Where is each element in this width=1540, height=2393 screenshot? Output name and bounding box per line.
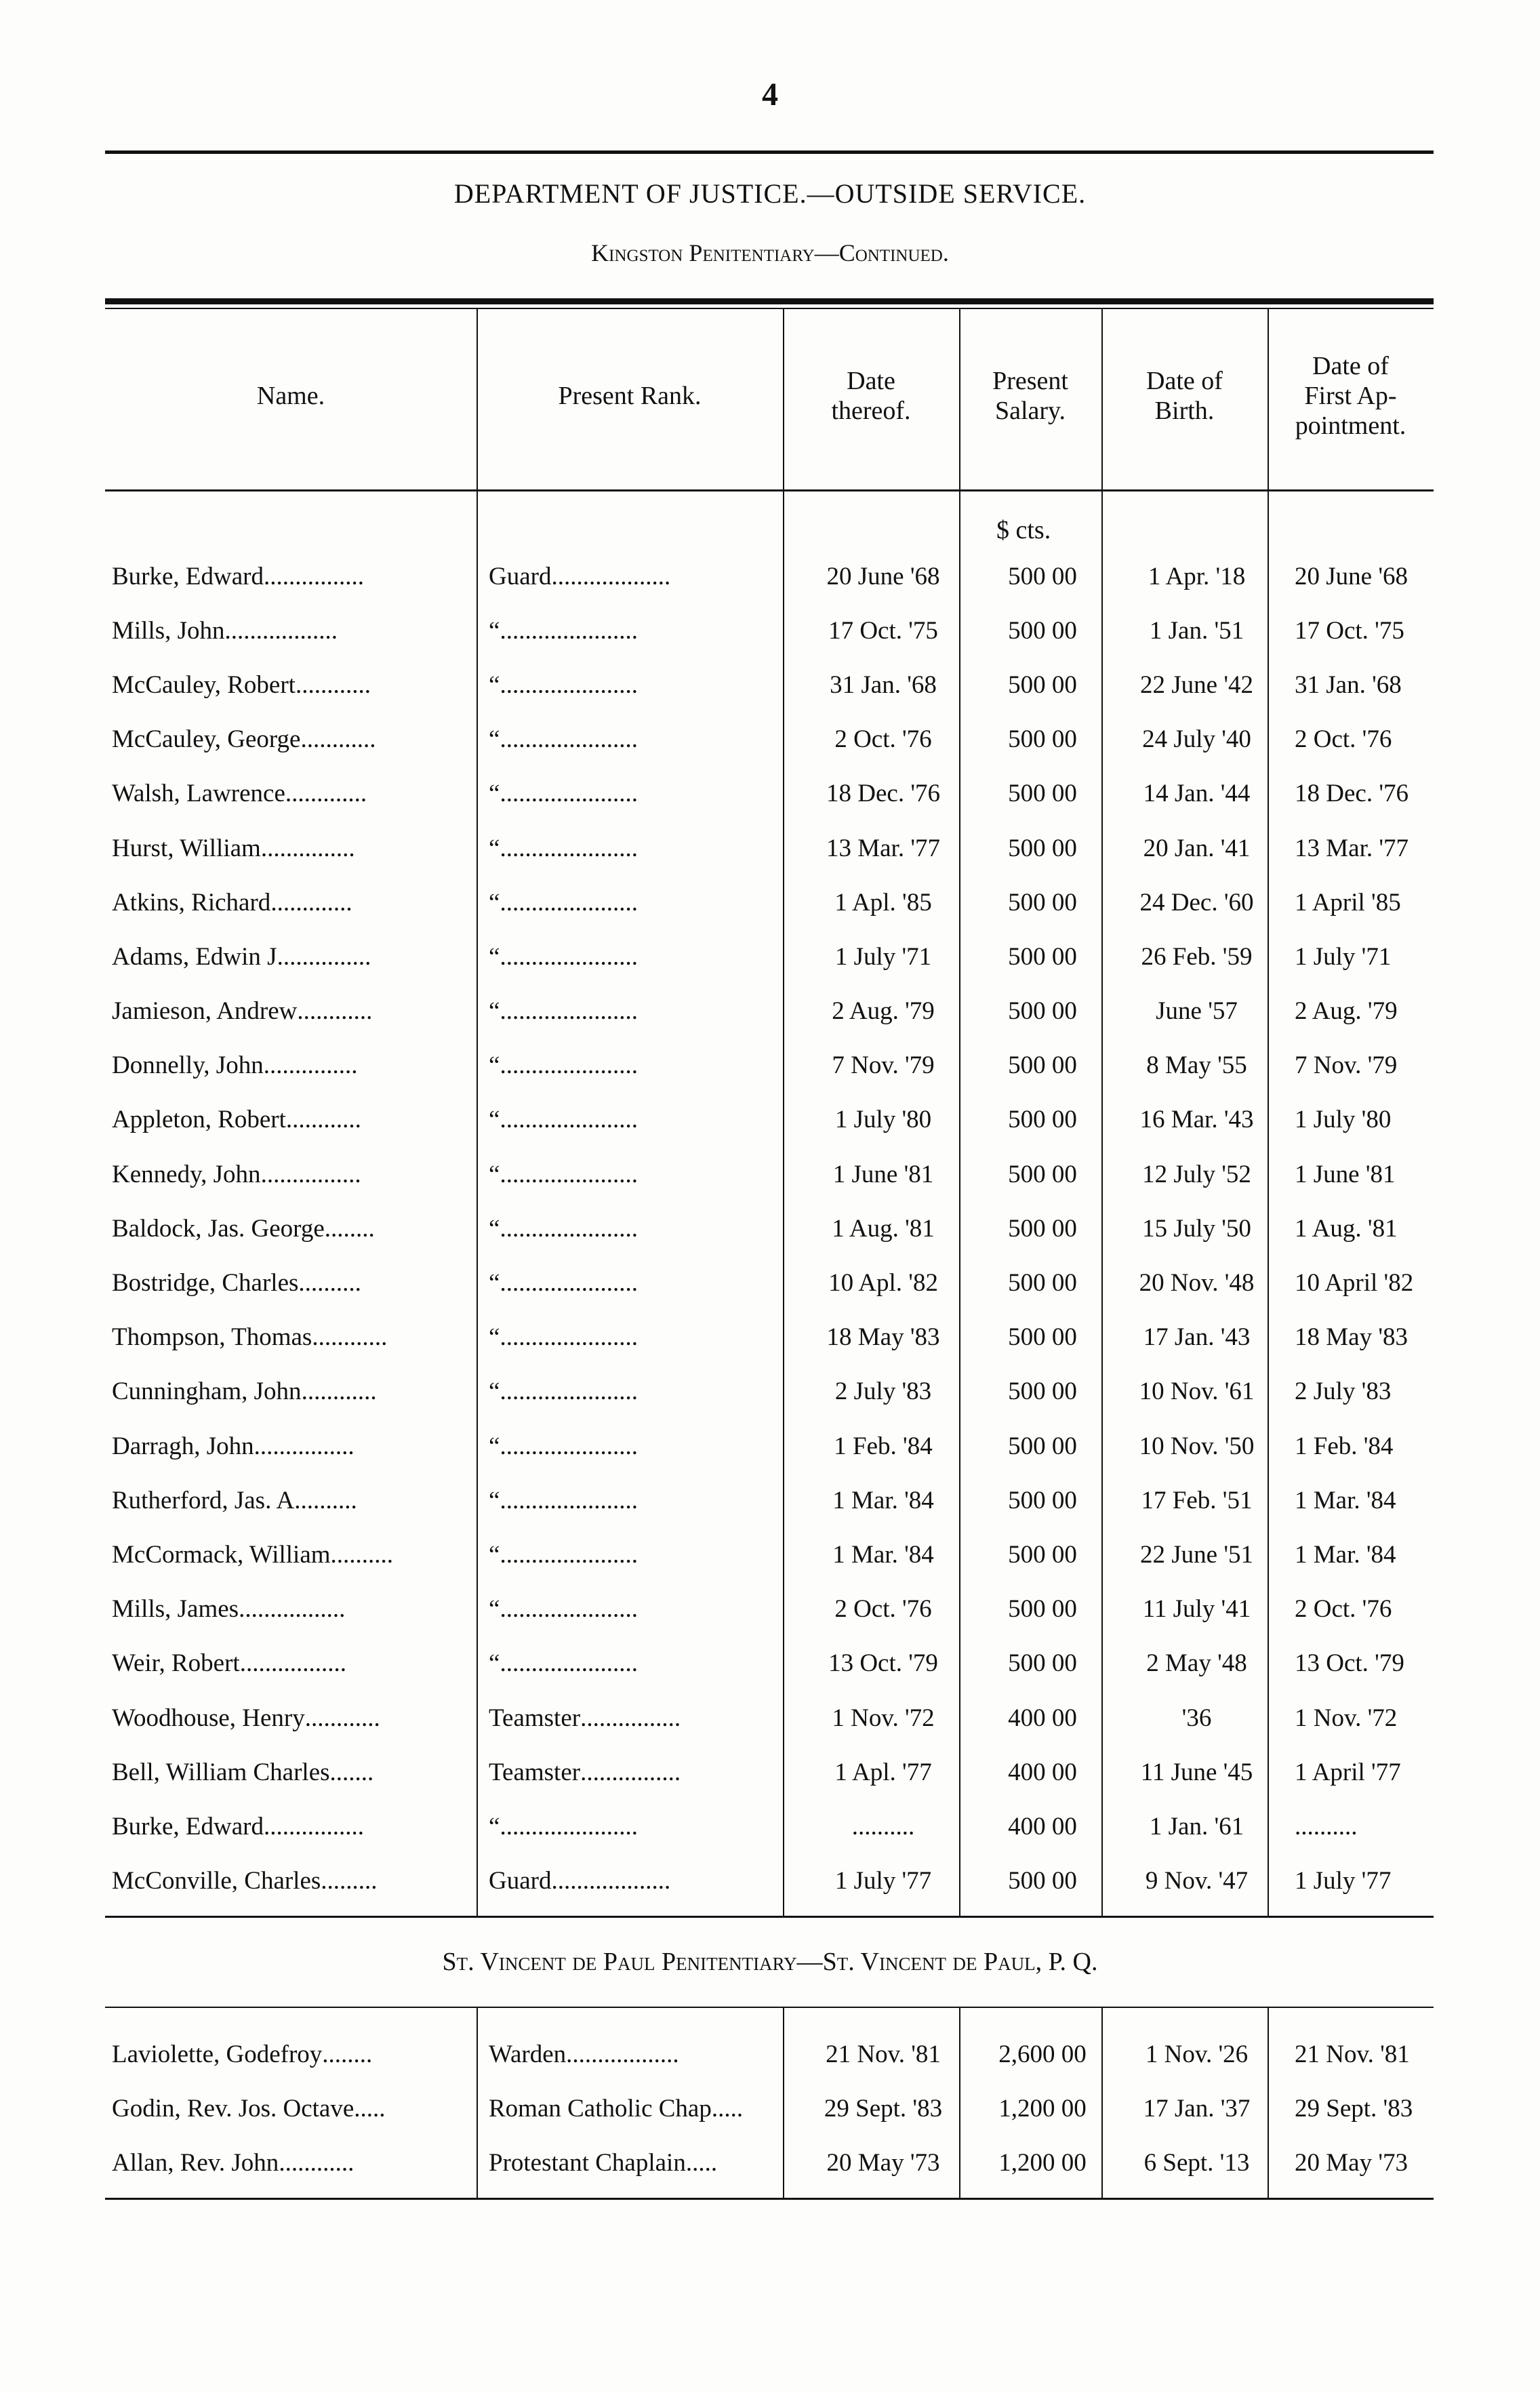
dot-leader: ............: [297, 997, 373, 1026]
cell-first-appointment: 20 May '73: [1295, 2148, 1408, 2177]
table-row: [105, 603, 1461, 658]
cell-date: 2 July '83: [834, 1378, 932, 1406]
cell-name: Bostridge, Charles..........: [112, 1269, 361, 1298]
dot-leader: ...................: [551, 1867, 671, 1895]
cell-name: Burke, Edward................: [112, 1812, 364, 1841]
dot-leader: .....: [354, 2094, 386, 2123]
dot-leader: ......................: [500, 725, 638, 754]
cell-rank: “......................: [489, 670, 638, 699]
cell-name: Atkins, Richard.............: [112, 888, 352, 917]
header-name: Name.: [256, 382, 325, 411]
cell-first-appointment: 1 July '77: [1295, 1867, 1392, 1895]
cell-date: 1 Nov. '72: [832, 1704, 935, 1732]
cell-salary: 500 00: [1008, 1323, 1077, 1352]
cell-date: 17 Oct. '75: [828, 616, 938, 645]
cell-name: McCauley, Robert............: [112, 670, 371, 699]
dot-leader: ......................: [500, 888, 638, 917]
table-row: [105, 1039, 1461, 1093]
dot-leader: .............: [285, 780, 367, 808]
cell-rank: “......................: [489, 1486, 638, 1514]
table-row: [105, 658, 1461, 712]
cell-rank: “......................: [489, 1323, 638, 1352]
dot-leader: ...............: [260, 834, 355, 862]
cell-salary: 2,600 00: [998, 2040, 1087, 2068]
cell-salary: 500 00: [1008, 562, 1077, 590]
cell-date: 1 Aug. '81: [832, 1214, 935, 1243]
dot-leader: ..........: [294, 1486, 357, 1514]
cell-date: 18 Dec. '76: [826, 780, 940, 808]
dot-leader: ............: [304, 1704, 380, 1732]
cell-first-appointment: 1 Feb. '84: [1295, 1432, 1394, 1460]
cell-name: Hurst, William...............: [112, 834, 355, 862]
cell-name: Laviolette, Godefroy........: [112, 2040, 373, 2068]
kingston-table: [105, 549, 1434, 1908]
cell-salary: 500 00: [1008, 834, 1077, 862]
cell-rank: “......................: [489, 834, 638, 862]
cell-salary: 500 00: [1008, 1269, 1077, 1298]
dot-leader: .............: [270, 888, 352, 917]
cell-birth: 15 July '50: [1142, 1214, 1251, 1243]
dot-leader: ......................: [500, 1323, 638, 1352]
cell-name: Bell, William Charles.......: [112, 1758, 374, 1786]
cell-rank: “......................: [489, 780, 638, 808]
cell-birth: 20 Nov. '48: [1139, 1269, 1255, 1298]
cell-birth: 22 June '42: [1140, 670, 1253, 699]
department-heading: DEPARTMENT OF JUSTICE.—OUTSIDE SERVICE.: [453, 178, 1087, 209]
cell-birth: 11 June '45: [1140, 1758, 1253, 1786]
cell-rank: Guard...................: [489, 1867, 671, 1895]
cell-first-appointment: 13 Oct. '79: [1295, 1649, 1404, 1678]
cell-first-appointment: 1 Nov. '72: [1295, 1704, 1398, 1732]
cell-birth: 10 Nov. '61: [1139, 1378, 1255, 1406]
cell-salary: 500 00: [1008, 1378, 1077, 1406]
cell-salary: 500 00: [1008, 997, 1077, 1026]
table-row: [105, 1201, 1461, 1255]
dot-leader: ..................: [224, 616, 338, 645]
cell-birth: 1 Jan. '61: [1149, 1812, 1244, 1841]
dot-leader: ..................: [566, 2040, 679, 2068]
cell-date: 1 Mar. '84: [832, 1540, 934, 1569]
dot-leader: ..........: [330, 1540, 394, 1569]
cell-salary: 500 00: [1008, 1649, 1077, 1678]
cell-date: 20 May '73: [826, 2148, 940, 2177]
dot-leader: ......................: [500, 1378, 638, 1406]
cell-name: Woodhouse, Henry............: [112, 1704, 380, 1732]
dot-leader: ......................: [500, 1595, 638, 1624]
table-row: [105, 1473, 1461, 1527]
cell-date: 31 Jan. '68: [830, 670, 937, 699]
dot-leader: ......................: [500, 1214, 638, 1243]
cell-date: 1 July '77: [834, 1867, 932, 1895]
cell-name: McCauley, George............: [112, 725, 376, 754]
dot-leader: ............: [312, 1323, 388, 1352]
cell-first-appointment: 1 June '81: [1295, 1160, 1396, 1188]
cell-rank: “......................: [489, 725, 638, 754]
cell-name: McCormack, William..........: [112, 1540, 394, 1569]
cell-rank: “......................: [489, 1812, 638, 1841]
dot-leader: .........: [321, 1867, 378, 1895]
header-birth: Date of Birth.: [1146, 367, 1223, 425]
header-first-appointment: Date of First Ap- pointment.: [1295, 352, 1406, 440]
cell-name: Jamieson, Andrew............: [112, 997, 373, 1026]
cell-birth: 26 Feb. '59: [1141, 942, 1253, 971]
cell-birth: 10 Nov. '50: [1139, 1432, 1255, 1460]
table-row: [105, 1582, 1461, 1636]
cell-rank: “......................: [489, 888, 638, 917]
cell-birth: 1 Jan. '51: [1149, 616, 1244, 645]
cell-rank: “......................: [489, 1540, 638, 1569]
cell-salary: 500 00: [1008, 1432, 1077, 1460]
cell-date: 2 Oct. '76: [834, 725, 932, 754]
cell-salary: 500 00: [1008, 1106, 1077, 1134]
table-row: [105, 712, 1461, 767]
dot-leader: ............: [295, 670, 371, 699]
cell-salary: 500 00: [1008, 1540, 1077, 1569]
cell-salary: 500 00: [1008, 670, 1077, 699]
cell-name: Weir, Robert.................: [112, 1649, 346, 1678]
cell-salary: 400 00: [1008, 1758, 1077, 1786]
cell-rank: Roman Catholic Chap.....: [489, 2094, 744, 2123]
cell-rank: “......................: [489, 1051, 638, 1080]
dot-leader: .......: [329, 1758, 374, 1786]
cell-first-appointment: 7 Nov. '79: [1295, 1051, 1398, 1080]
dot-leader: ................: [580, 1758, 681, 1786]
cell-birth: 11 July '41: [1142, 1595, 1251, 1624]
cell-date: 2 Aug. '79: [832, 997, 935, 1026]
dot-leader: ......................: [500, 1160, 638, 1188]
cell-date: 2 Oct. '76: [834, 1595, 932, 1624]
cell-first-appointment: 17 Oct. '75: [1295, 616, 1404, 645]
table-row: [105, 767, 1461, 821]
cell-date: 21 Nov. '81: [826, 2040, 941, 2068]
cell-salary: 500 00: [1008, 725, 1077, 754]
cell-name: Allan, Rev. John............: [112, 2148, 354, 2177]
svp-table: [105, 2027, 1434, 2190]
cell-first-appointment: 1 April '77: [1295, 1758, 1401, 1786]
dot-leader: ...............: [277, 942, 371, 971]
cell-salary: 500 00: [1008, 942, 1077, 971]
dot-leader: ......................: [500, 1269, 638, 1298]
cell-date: 1 July '71: [834, 942, 932, 971]
cell-date: 1 July '80: [834, 1106, 932, 1134]
cell-first-appointment: 1 Aug. '81: [1295, 1214, 1398, 1243]
dot-leader: ................: [264, 562, 364, 590]
dot-leader: .................: [239, 1649, 346, 1678]
dot-leader: ......................: [500, 1812, 638, 1841]
cell-salary: 500 00: [1008, 1160, 1077, 1188]
cell-name: Mills, James.................: [112, 1595, 346, 1624]
dot-leader: ................: [580, 1704, 681, 1732]
dot-leader: ................: [254, 1432, 354, 1460]
header-date: Date thereof.: [831, 367, 911, 425]
cell-first-appointment: 21 Nov. '81: [1295, 2040, 1410, 2068]
cell-birth: 6 Sept. '13: [1143, 2148, 1250, 2177]
dot-leader: .................: [239, 1595, 346, 1624]
heading-thin-rule: [105, 308, 1434, 309]
cell-rank: “......................: [489, 616, 638, 645]
cell-first-appointment: 29 Sept. '83: [1295, 2094, 1413, 2123]
cell-name: Thompson, Thomas............: [112, 1323, 388, 1352]
dot-leader: ......................: [500, 942, 638, 971]
cell-first-appointment: 2 July '83: [1295, 1378, 1392, 1406]
cell-first-appointment: 18 Dec. '76: [1295, 780, 1409, 808]
cell-birth: 17 Jan. '37: [1143, 2094, 1251, 2123]
table-row: [105, 1636, 1461, 1691]
dot-leader: ..........: [298, 1269, 361, 1298]
cell-date: ..........: [851, 1812, 915, 1841]
cell-rank: “......................: [489, 1214, 638, 1243]
cell-rank: “......................: [489, 1378, 638, 1406]
dot-leader: ......................: [500, 1540, 638, 1569]
header-underline: [105, 489, 1434, 491]
cell-birth: 16 Mar. '43: [1139, 1106, 1254, 1134]
cell-name: Baldock, Jas. George........: [112, 1214, 375, 1243]
cell-salary: 500 00: [1008, 780, 1077, 808]
cell-name: Burke, Edward................: [112, 562, 364, 590]
dot-leader: .....: [685, 2148, 718, 2177]
cell-salary: 500 00: [1008, 1214, 1077, 1243]
dot-leader: ................: [260, 1160, 361, 1188]
cell-rank: Protestant Chaplain.....: [489, 2148, 718, 2177]
cell-salary: 500 00: [1008, 1595, 1077, 1624]
cell-first-appointment: 2 Oct. '76: [1295, 725, 1392, 754]
table-row: [105, 1854, 1461, 1908]
cell-salary: 500 00: [1008, 1051, 1077, 1080]
cell-salary: 400 00: [1008, 1704, 1077, 1732]
cell-name: Kennedy, John................: [112, 1160, 361, 1188]
cell-name: Godin, Rev. Jos. Octave.....: [112, 2094, 386, 2123]
cell-first-appointment: 1 July '71: [1295, 942, 1392, 971]
salary-unit-label: $ cts.: [996, 516, 1051, 544]
cell-birth: 17 Feb. '51: [1141, 1486, 1253, 1514]
header-salary: Present Salary.: [992, 367, 1068, 425]
dot-leader: ......................: [500, 997, 638, 1026]
table-row: [105, 2027, 1461, 2081]
cell-date: 10 Apl. '82: [828, 1269, 938, 1298]
table-row: [105, 1093, 1461, 1147]
cell-birth: 2 May '48: [1146, 1649, 1247, 1678]
dot-leader: ......................: [500, 780, 638, 808]
cell-date: 1 Apl. '77: [834, 1758, 932, 1786]
dot-leader: ........: [322, 2040, 373, 2068]
dot-leader: ....: [718, 2094, 744, 2123]
cell-date: 20 June '68: [826, 562, 940, 590]
cell-birth: June '57: [1156, 997, 1238, 1026]
cell-rank: “......................: [489, 997, 638, 1026]
cell-name: Cunningham, John............: [112, 1378, 377, 1406]
cell-birth: 9 Nov. '47: [1145, 1867, 1249, 1895]
dot-leader: ............: [279, 2148, 354, 2177]
section-subheading: Kingston Penitentiary—Continued.: [591, 239, 949, 266]
cell-first-appointment: 10 April '82: [1295, 1269, 1414, 1298]
cell-rank: Guard...................: [489, 562, 671, 590]
cell-name: Mills, John..................: [112, 616, 338, 645]
cell-first-appointment: 31 Jan. '68: [1295, 670, 1402, 699]
cell-rank: “......................: [489, 1432, 638, 1460]
table-row: [105, 1745, 1461, 1799]
table-row: [105, 821, 1461, 875]
cell-salary: 500 00: [1008, 616, 1077, 645]
dot-leader: ......................: [500, 670, 638, 699]
dot-leader: ......................: [500, 1649, 638, 1678]
table-row: [105, 929, 1461, 984]
dot-leader: ......................: [500, 616, 638, 645]
page-number: 4: [762, 77, 778, 113]
dot-leader: ................: [264, 1812, 364, 1841]
table-row: [105, 1691, 1461, 1745]
cell-name: Donnelly, John...............: [112, 1051, 358, 1080]
cell-date: 29 Sept. '83: [824, 2094, 943, 2123]
dot-leader: ......................: [500, 1486, 638, 1514]
cell-name: Darragh, John................: [112, 1432, 354, 1460]
table-row: [105, 1527, 1461, 1582]
table-row: [105, 984, 1461, 1039]
cell-rank: Teamster................: [489, 1704, 681, 1732]
cell-birth: 22 June '51: [1140, 1540, 1253, 1569]
cell-date: 13 Oct. '79: [828, 1649, 938, 1678]
top-rule: [105, 150, 1434, 154]
cell-date: 18 May '83: [826, 1323, 940, 1352]
dot-leader: ............: [300, 725, 376, 754]
cell-salary: 400 00: [1008, 1812, 1077, 1841]
dot-leader: ............: [285, 1106, 361, 1134]
cell-birth: 14 Jan. '44: [1143, 780, 1251, 808]
cell-salary: 1,200 00: [998, 2094, 1087, 2123]
cell-rank: “......................: [489, 1269, 638, 1298]
cell-rank: “......................: [489, 1649, 638, 1678]
cell-name: Rutherford, Jas. A..........: [112, 1486, 357, 1514]
cell-birth: 17 Jan. '43: [1143, 1323, 1251, 1352]
cell-date: 13 Mar. '77: [826, 834, 941, 862]
heading-thick-rule: [105, 298, 1434, 304]
cell-first-appointment: 1 Mar. '84: [1295, 1486, 1396, 1514]
dot-leader: ...................: [551, 562, 671, 590]
cell-name: Appleton, Robert............: [112, 1106, 361, 1134]
table-row: [105, 2081, 1461, 2135]
cell-birth: '36: [1181, 1704, 1212, 1732]
bottom-rule: [105, 2198, 1434, 2200]
cell-first-appointment: ..........: [1295, 1812, 1358, 1841]
dot-leader: ...............: [263, 1051, 358, 1080]
cell-salary: 1,200 00: [998, 2148, 1087, 2177]
cell-rank: Teamster................: [489, 1758, 681, 1786]
cell-birth: 20 Jan. '41: [1143, 834, 1251, 862]
cell-date: 7 Nov. '79: [832, 1051, 935, 1080]
cell-first-appointment: 1 April '85: [1295, 888, 1401, 917]
cell-salary: 500 00: [1008, 1486, 1077, 1514]
cell-date: 1 Apl. '85: [834, 888, 932, 917]
table-row: [105, 1255, 1461, 1310]
dot-leader: ............: [301, 1378, 377, 1406]
svp-title-rule: [105, 2007, 1434, 2008]
table-row: [105, 2135, 1461, 2190]
cell-first-appointment: 2 Aug. '79: [1295, 997, 1398, 1026]
cell-first-appointment: 2 Oct. '76: [1295, 1595, 1392, 1624]
cell-birth: 24 Dec. '60: [1139, 888, 1254, 917]
table-row: [105, 1419, 1461, 1473]
cell-salary: 500 00: [1008, 888, 1077, 917]
svp-section-title: St. Vincent de Paul Penitentiary—St. Vincent de Paul, P. Q.: [442, 1948, 1098, 1976]
cell-name: McConville, Charles.........: [112, 1867, 378, 1895]
dot-leader: ......................: [500, 1432, 638, 1460]
cell-first-appointment: 1 July '80: [1295, 1106, 1392, 1134]
cell-date: 1 Mar. '84: [832, 1486, 934, 1514]
cell-first-appointment: 1 Mar. '84: [1295, 1540, 1396, 1569]
dot-leader: ......................: [500, 1051, 638, 1080]
cell-date: 1 June '81: [832, 1160, 934, 1188]
dot-leader: ......................: [500, 834, 638, 862]
cell-first-appointment: 20 June '68: [1295, 562, 1408, 590]
dot-leader: ........: [324, 1214, 375, 1243]
cell-birth: 8 May '55: [1146, 1051, 1247, 1080]
section-divider-rule: [105, 1916, 1434, 1918]
cell-first-appointment: 13 Mar. '77: [1295, 834, 1409, 862]
dot-leader: ......................: [500, 1106, 638, 1134]
cell-birth: 24 July '40: [1142, 725, 1251, 754]
cell-date: 1 Feb. '84: [834, 1432, 933, 1460]
table-row: [105, 1365, 1461, 1419]
table-row: [105, 549, 1461, 603]
cell-birth: 1 Apr. '18: [1148, 562, 1246, 590]
cell-salary: 500 00: [1008, 1867, 1077, 1895]
header-rank: Present Rank.: [558, 382, 702, 411]
cell-rank: “......................: [489, 1160, 638, 1188]
column-header: [105, 319, 1434, 475]
cell-rank: “......................: [489, 942, 638, 971]
table-row: [105, 1147, 1461, 1201]
cell-birth: 12 July '52: [1142, 1160, 1251, 1188]
table-row: [105, 875, 1461, 929]
cell-rank: “......................: [489, 1595, 638, 1624]
cell-first-appointment: 18 May '83: [1295, 1323, 1408, 1352]
table-row: [105, 1799, 1461, 1853]
cell-birth: 1 Nov. '26: [1145, 2040, 1249, 2068]
cell-rank: Warden..................: [489, 2040, 679, 2068]
cell-name: Walsh, Lawrence.............: [112, 780, 367, 808]
table-row: [105, 1310, 1461, 1365]
cell-rank: “......................: [489, 1106, 638, 1134]
cell-name: Adams, Edwin J...............: [112, 942, 371, 971]
